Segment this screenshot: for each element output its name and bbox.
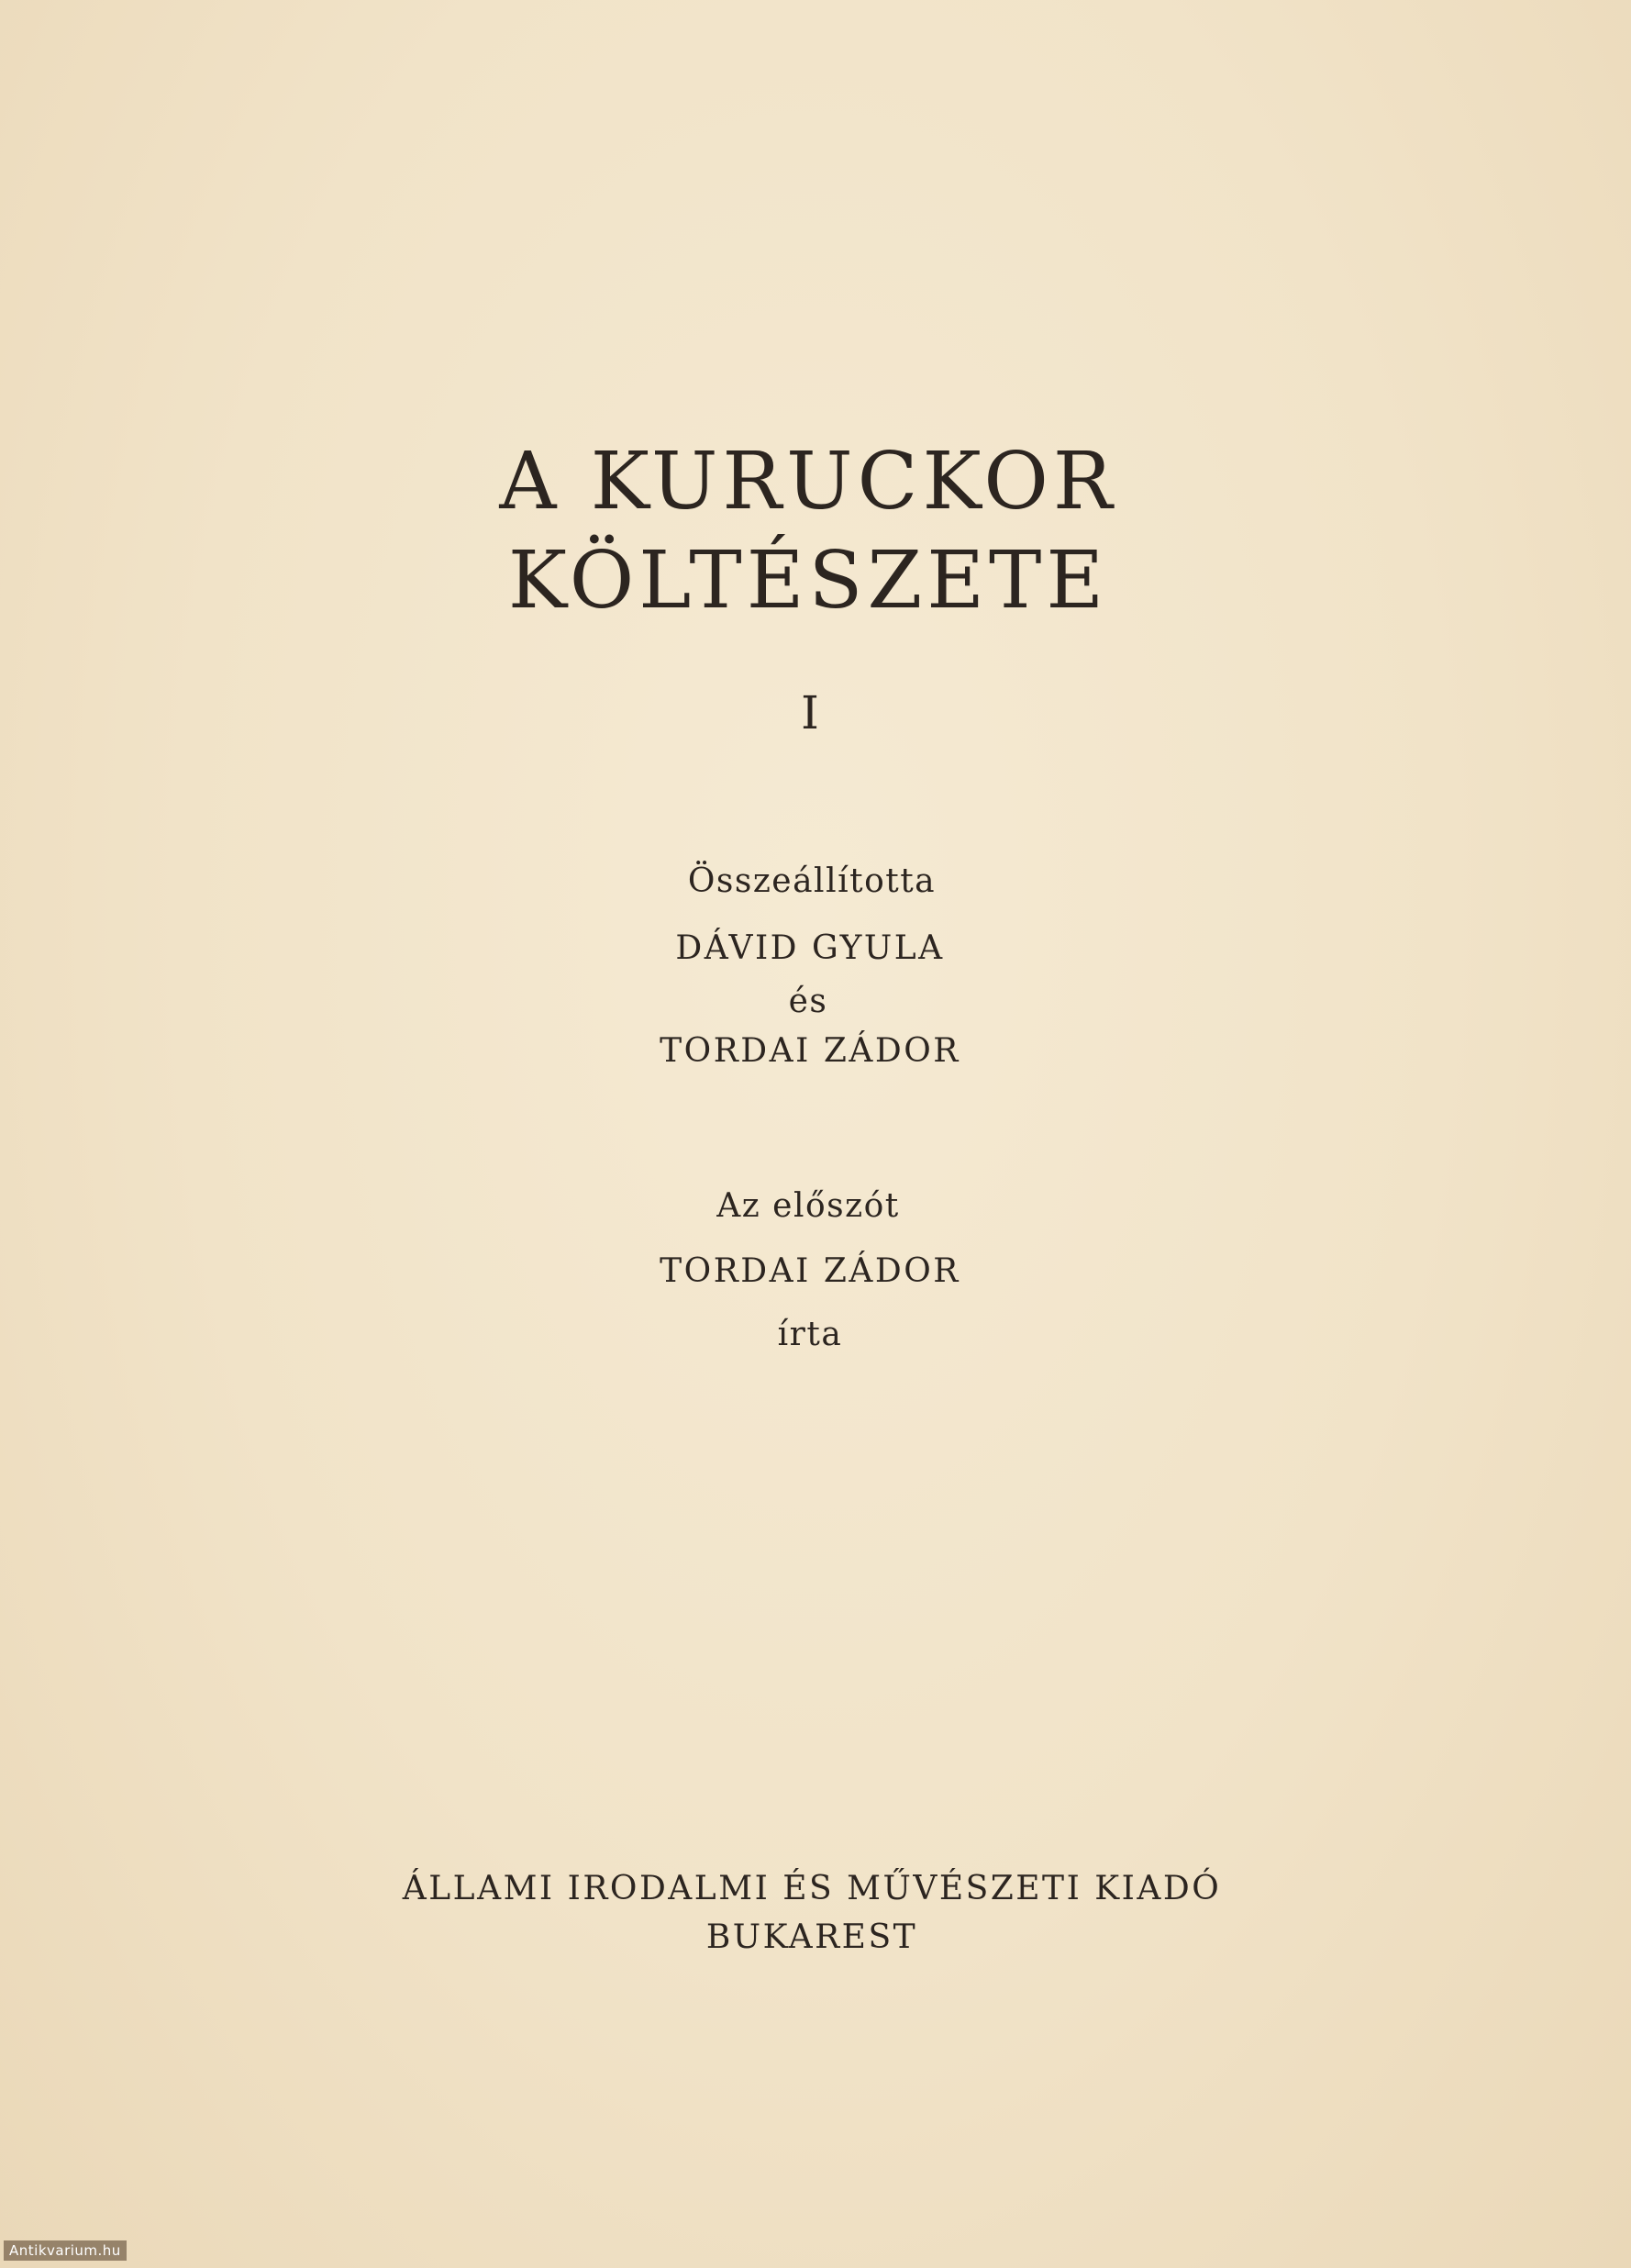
foreword-verb: írta (777, 1316, 843, 1353)
foreword-author: TORDAI ZÁDOR (660, 1252, 960, 1290)
compiler-name-2: TORDAI ZÁDOR (660, 1032, 960, 1070)
publisher-name: ÁLLAMI IRODALMI ÉS MŰVÉSZETI KIADÓ (402, 1870, 1222, 1907)
watermark: Antikvarium.hu (4, 2240, 127, 2261)
compiler-conjunction: és (788, 983, 828, 1020)
book-title-line-1: A KURUCKOR (499, 436, 1117, 528)
compiled-by-label: Összeállította (687, 862, 937, 900)
book-title-line-2: KÖLTÉSZETE (507, 535, 1109, 627)
compiler-name-1: DÁVID GYULA (675, 929, 945, 967)
foreword-label: Az előszót (716, 1187, 900, 1225)
volume-number: I (801, 686, 819, 739)
publisher-city: BUKAREST (705, 1918, 918, 1956)
